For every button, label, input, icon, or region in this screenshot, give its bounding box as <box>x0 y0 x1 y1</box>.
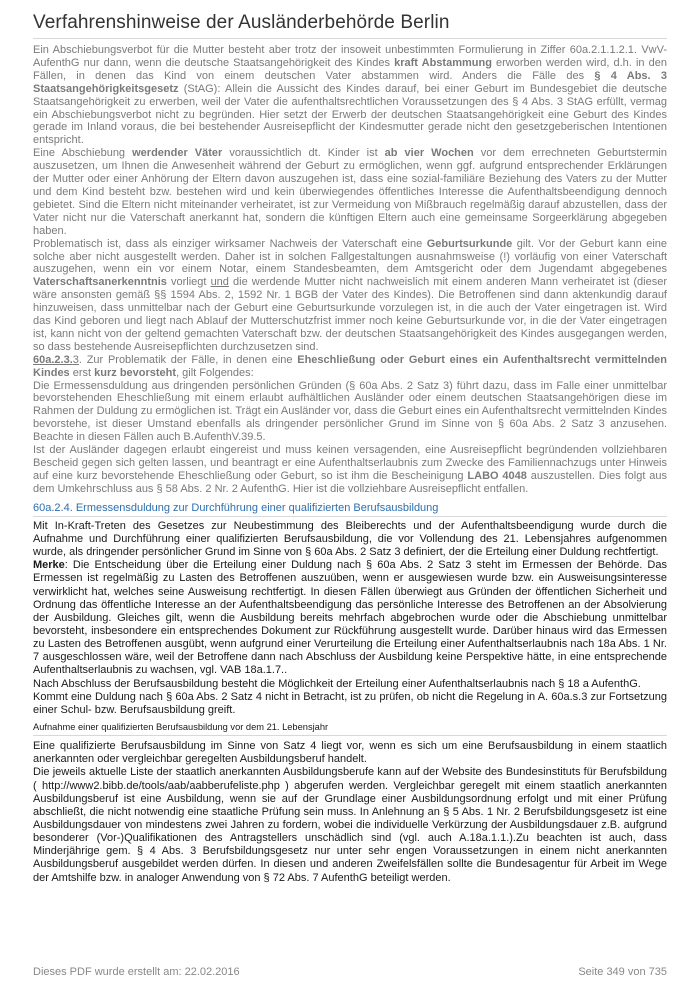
document-page <box>33 0 667 885</box>
paragraph: 60a.2.3.3. Zur Problematik der Fälle, in denen eine Eheschließung oder Geburt eines ein Aufenthaltsrecht vermittelnden Kindes erst kurz bevorsteht, gilt Folgendes: <box>33 353 668 379</box>
paragraph: Ein Abschiebungsverbot für die Mutter besteht aber trotz der insoweit unbestimmten Formulierung in Ziffer 60a.2.1.1.2.1. VwV-AufenthG nur dann, wenn die deutsche Staatsangehörigkeit des Kindes kraft Abstammung erworben werden wird, d.h. in den Fällen, in denen das Kind von einem deutschen Vater abstammen wird. Anders die Fälle des § 4 Abs. 3 Staatsangehörigkeitsgesetz (StAG): Allein die Aussicht des Kindes darauf, bei einer Geburt im Bundesgebiet die deutsche Staatsangehörigkeit zu erwerben, weil der Vater die aufenthaltsrechtlichen Voraussetzungen des § 4 Abs. 3 StAG erfüllt, vermag ein Abschiebungsverbot nicht zu begründen. Hier setzt der Erwerb der deutschen Staatsangehörigkeit eine Geburt des Kindes gerade im Inland voraus, die bei bestehender Ausreisepflicht der Kindesmutter gerade nicht den gesetzgeberischen Intentionen entspricht. <box>33 44 668 147</box>
paragraph: Merke: Die Entscheidung über die Erteilung einer Duldung nach § 60a Abs. 2 Satz 3 steht im Ermessen der Behörde. Das Ermessen ist regelmäßig zu Lasten des Betroffenen auszuüben, wenn er ausgewiesen wurde bzw. ein Ausweisungsinteresse verwirklicht hat, welches seine Ausweisung rechtfertigt. In diesen Fällen überwiegt aus Gründen der öffentlichen Sicherheit und Ordnung das öffentliche Interesse an der Aufenthaltsbeendigung das persönliche Interesse des Betroffenen an der Absolvierung der Ausbildung. Gleiches gilt, wenn die Ausbildung bereits mehrfach abgebrochen wurde oder die Abschiebung unmittelbar bevorsteht, insbesondere ein entsprechendes Dokument zur Rückführung ausgestellt wurde. Darüber hinaus wird das Ermessen zu Lasten des Betroffenen ausgübt, wenn aufgrund einer Verurteilung die Erteilung einer Aufenthaltserlaubnis nach 18a Abs. 1 Nr. 7 ausgeschlossen wäre, weil der Betroffene dann nach Abschluss der Ausbildung keine Perspektive hätte, in eine entsprechende Aufenthaltserlaubnis zu wachsen, vgl. VAB 18a.1.7.. <box>33 559 667 677</box>
paragraph: Nach Abschluss der Berufsausbildung besteht die Möglichkeit der Erteilung einer Aufenthaltserlaubnis nach § 18 a AufenthG. <box>33 677 641 690</box>
creation-date: Dieses PDF wurde erstellt am: 22.02.2016 <box>33 966 240 978</box>
section-heading: 60a.2.4. Ermessensduldung zur Durchführung einer qualifizierten Berufsausbildung <box>33 501 667 517</box>
page-number: Seite 349 von 735 <box>578 966 667 978</box>
paragraph: Eine qualifizierte Berufsausbildung im Sinne von Satz 4 liegt vor, wenn es sich um eine Berufsausbildung in einem staatlich anerkannten oder vergleichbar geregelten Ausbildungsberuf handelt. <box>33 740 667 766</box>
paragraph: Kommt eine Duldung nach § 60a Abs. 2 Satz 4 nicht in Betracht, ist zu prüfen, ob nicht die Regelung in A. 60a.s.3 zur Fortsetzung einer Schul- bzw. Berufsausbildung greift. <box>33 690 667 716</box>
page-footer <box>33 966 667 978</box>
paragraph: Problematisch ist, dass als einziger wirksamer Nachweis der Vaterschaft eine Geburtsurkunde gilt. Vor der Geburt kann eine solche aber nicht ausgestellt werden. Daher ist in solchen Fallgestaltungen ausnahmsweise (!) vorläufig von einer Vaterschaft auszugehen, wenn ein vor einem Notar, einem Standesbeamten, dem Amtsgericht oder dem Jugendamt abgegebenes Vaterschaftsanerkenntnis vorliegt und die werdende Mutter nicht nachweislich mit einem anderen Mann verheiratet ist (dieser wäre ansonsten gemäß §§ 1594 Abs. 2, 1592 Nr. 1 BGB der Vater des Kindes). Die Betroffenen sind dann aktenkundig darauf hinzuweisen, dass unmittelbar nach der Geburt eine Geburtsurkunde vorzulegen ist, in die auch der Vater eingetragen ist. Wird das Kind geboren und liegt nach Ablauf der Mutterschutzfrist immer noch keine Geburtsurkunde vor, in die der Vater eingetragen ist, kann nicht von der geltend gemachten Vaterschaft bzw. der deutschen Staatsangehörigkeit des Kindes ausgegangen werden, so dass bestehende Ausreisepflichten durchzusetzen sind. <box>33 237 667 353</box>
paragraph: Die Ermessensduldung aus dringenden persönlichen Gründen (§ 60a Abs. 2 Satz 3) führt dazu, dass im Falle einer unmittelbar bevorstehenden Eheschließung mit einem erlaubt aufhältlichen Ausländer oder einem deutschen Staatsangehörigen diese im Rahmen der Duldung zu ermöglichen ist. Trägt ein Ausländer vor, dass die Geburt eines ein Aufenthaltsrecht vermittelnden Kindes bevorstehe, ist dieser Umstand ebenfalls als dringender persönlicher Grund im Sinne von § 60a Abs. 2 Satz 3 anzusehen. Beachte in diesen Fällen auch B.AufenthV.39.5. <box>33 379 667 444</box>
grey-text-block <box>33 44 667 496</box>
subsection-heading: Aufnahme einer qualifizierten Berufsausbildung vor dem 21. Lebensjahr <box>33 721 667 736</box>
subsection-text-block <box>33 740 667 885</box>
paragraph: Eine Abschiebung werdender Väter voraussichtlich dt. Kinder ist ab vier Wochen vor dem errechneten Geburtstermin auszusetzen, um Ihnen die Anwesenheit während der Geburt zu ermöglichen, wenn ggf. aufgrund entsprechender Erklärungen der Mutter oder einer Anhörung der Eltern davon auszugehen ist, dass eine sozial-familiäre Beziehung des Vaters zu der Mutter und dem Kind besteht bzw. bestehen wird und kein überwiegendes öffentliches Interesse die Aufenthaltsbeendigung dennoch gebietet. Sind die Eltern nicht miteinander verheiratet, ist zur Vermeidung von Mißbrauch regelmäßig darauf abzustellen, dass der Vater nicht nur die Vaterschaft anerkannt hat, sondern die künftigen Eltern auch eine gemeinsame Sorgeerklärung abgegeben haben. <box>33 147 667 237</box>
paragraph: Mit In-Kraft-Treten des Gesetzes zur Neubestimmung des Bleiberechts und der Aufenthaltsbeendigung wurde durch die Aufnahme und Durchführung einer qualifizierten Berufsausbildung, die vor Vollendung des 21. Lebensjahres aufgenommen wurde, als dringender persönlicher Grund im Sinne von § 60a Abs. 2 Satz 3 definiert, der die Erteilung einer Duldung rechtfertigt. <box>33 519 667 559</box>
section-text-block <box>33 520 667 717</box>
page-title: Verfahrenshinweise der Ausländerbehörde Berlin <box>33 0 667 39</box>
paragraph: Die jeweils aktuelle Liste der staatlich anerkannten Ausbildungsberufe kann auf der Website des Bundesinstituts für Berufsbildung ( http://www2.bibb.de/tools/aab/aabberufeliste.php ) abgerufen werden. Vergleichbar geregelt mit einem staatlich anerkannten Ausbildungsberuf ist eine Ausbildung, wenn sie auf der Grundlage einer Ausbildungsordnung erfolgt und mit einer Prüfung abschließt, die nicht notwendig eine staatliche Prüfung sein muss. In Anlehnung an § 5 Abs. 1 Nr. 2 Berufsbildungsgesetz ist eine Ausbildungsdauer von mindestens zwei Jahren zu fordern, wobei die individuelle Verkürzung der Ausbildungsdauer z.B. aufgrund besonderer (Vor-)Qualifikationen des Antragstellers unschädlich sind (vgl. auch A.18a.1.1.).Zu beachten ist auch, dass Minderjährige gem. § 4 Abs. 3 Berufsbildungsgesetz nur unter sehr engen Voraussetzungen in einem nicht anerkannten Ausbildungsberuf ausgebildet werden dürfen. In diesen und anderen Zweifelsfällen sollte die Bundesagentur für Arbeit im Wege der Amtshilfe bzw. in analoger Anwendung von § 72 Abs. 7 AufenthG beteiligt werden. <box>33 766 667 884</box>
paragraph: Ist der Ausländer dagegen erlaubt eingereist und muss keinen versagenden, eine Ausreisepflicht begründenden vollziehbaren Bescheid gegen sich gelten lassen, und beantragt er eine Aufenthaltserlaubnis zum Zwecke des Familiennachzugs unter Hinweis auf eine kurz bevorstehende Eheschließung oder Geburt, so ist ihm die Bescheinigung LABO 4048 auszustellen. Dies folgt aus dem Umkehrschluss aus § 58 Abs. 2 Nr. 2 AufenthG. Hier ist die vollziehbare Ausreisepflicht entfallen. <box>33 444 667 495</box>
